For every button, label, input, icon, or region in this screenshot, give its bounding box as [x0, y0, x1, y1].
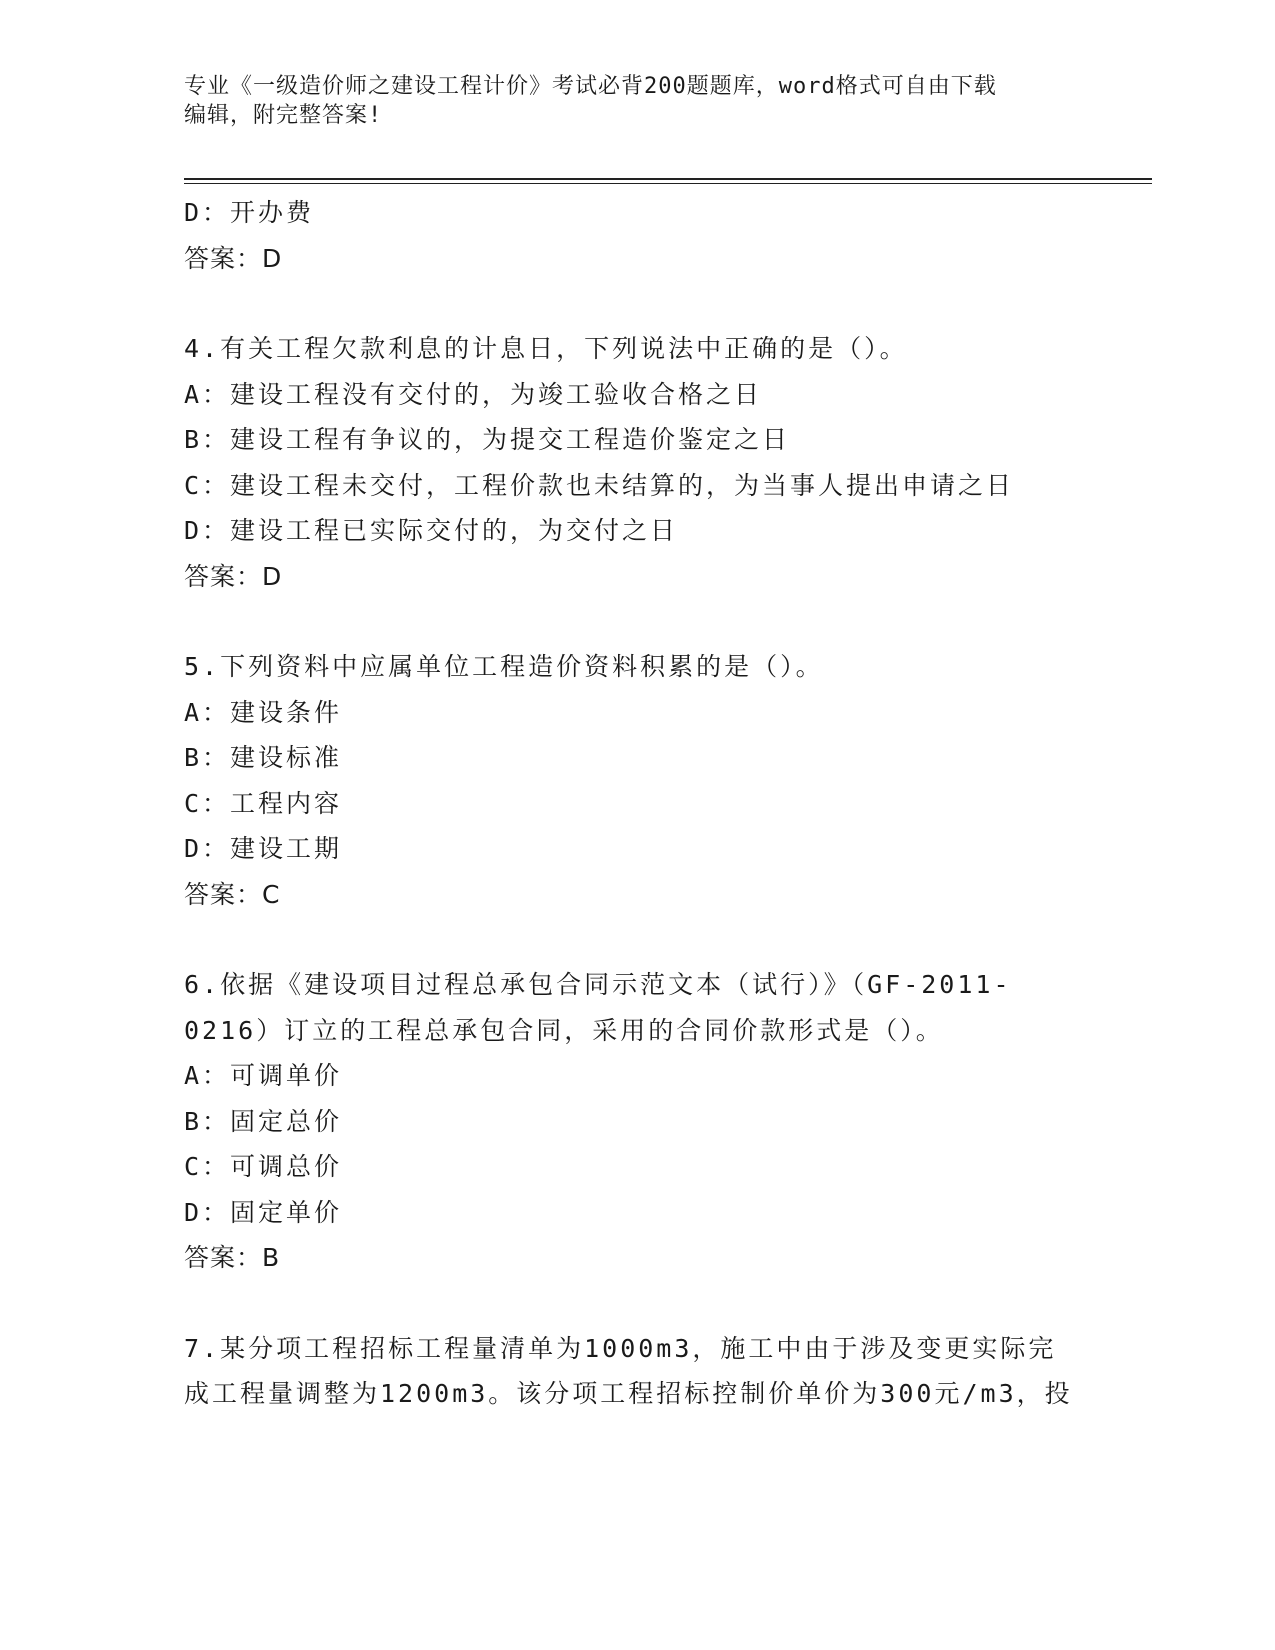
option-c: C：建设工程未交付，工程价款也未结算的，为当事人提出申请之日: [184, 470, 1015, 500]
question-stem-line-1: 6.依据《建设项目过程总承包合同示范文本（试行）》（GF-2011-: [184, 970, 1012, 999]
question-block-prev: [184, 190, 1084, 281]
option-d: D：建设工程已实际交付的，为交付之日: [184, 516, 679, 545]
question-stem: 5.下列资料中应属单位工程造价资料积累的是（）。: [184, 652, 824, 681]
option-d: D：固定单价: [184, 1197, 343, 1227]
question-list: [184, 190, 1084, 1417]
option-b: B：建设工程有争议的，为提交工程造价鉴定之日: [184, 425, 791, 454]
option-d: D：建设工期: [184, 834, 343, 863]
option-d: D：开办费: [184, 198, 315, 227]
document-header: [184, 72, 1064, 130]
spacer: [184, 599, 1084, 644]
option-b: B：固定总价: [184, 1106, 343, 1136]
question-stem-line-2: 0216）订立的工程总承包合同，采用的合同价款形式是（）。: [184, 1015, 944, 1045]
option-c: C：工程内容: [184, 788, 343, 818]
option-a: A：建设工程没有交付的，为竣工验收合格之日: [184, 379, 763, 409]
header-divider-thin: [184, 183, 1152, 184]
question-block-5: [184, 644, 1084, 917]
option-b: B：建设标准: [184, 743, 343, 772]
option-c: C：可调总价: [184, 1152, 343, 1181]
option-a: A：可调单价: [184, 1061, 343, 1090]
answer-line: 答案：D: [184, 243, 283, 273]
option-a: A：建设条件: [184, 697, 343, 727]
question-block-7: [184, 1326, 1084, 1417]
question-stem: 4.有关工程欠款利息的计息日，下列说法中正确的是（）。: [184, 334, 908, 363]
spacer: [184, 917, 1084, 962]
answer-line: 答案：D: [184, 561, 283, 591]
header-divider-thick: [184, 178, 1152, 180]
header-title-line-2: 编辑，附完整答案!: [184, 103, 383, 128]
question-block-4: [184, 326, 1084, 599]
spacer: [184, 1281, 1084, 1326]
question-stem-line-2: 成工程量调整为1200m3。该分项工程招标控制价单价为300元/m3，投: [184, 1379, 1073, 1408]
question-block-6: [184, 962, 1084, 1281]
answer-line: 答案：B: [184, 1243, 281, 1272]
spacer: [184, 281, 1084, 326]
answer-line: 答案：C: [184, 879, 281, 909]
question-stem-line-1: 7.某分项工程招标工程量清单为1000m3，施工中由于涉及变更实际完: [184, 1333, 1057, 1363]
header-title-line-1: 专业《一级造价师之建设工程计价》考试必背200题题库，word格式可自由下载: [184, 74, 997, 99]
